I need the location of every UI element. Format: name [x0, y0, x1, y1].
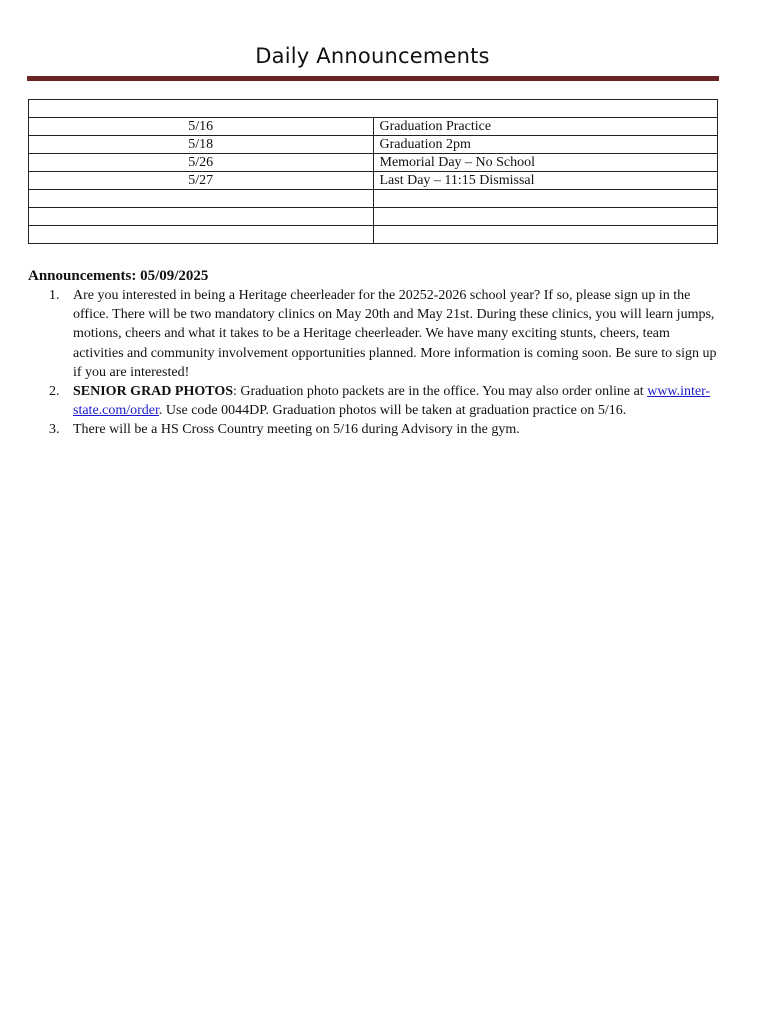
- calendar-event: Graduation Practice: [373, 118, 718, 136]
- calendar-date: [29, 190, 374, 208]
- calendar-row: [29, 154, 718, 172]
- calendar-date: 5/16: [29, 118, 374, 136]
- announcement-number: 2.: [49, 384, 60, 400]
- calendar-date: 5/18: [29, 136, 374, 154]
- calendar-date: 5/27: [29, 172, 374, 190]
- calendar-row: [29, 118, 718, 136]
- calendar-row: [29, 136, 718, 154]
- announcement-item: [28, 286, 720, 382]
- announcements-heading: Announcements: 05/09/2025: [28, 268, 209, 284]
- calendar-header-row: [29, 100, 718, 118]
- announcement-text: . Use code 0044DP. Graduation photos will be taken at graduation practice on 5/16.: [158, 403, 627, 419]
- calendar-event: Memorial Day – No School: [373, 154, 718, 172]
- calendar-row: [29, 172, 718, 190]
- calendar-table: [28, 99, 718, 244]
- announcement-number: 1.: [49, 288, 60, 303]
- announcement-item: [28, 382, 720, 420]
- calendar-event: [373, 190, 718, 208]
- announcement-number: 3.: [49, 422, 60, 438]
- calendar-date: [29, 208, 374, 226]
- announcement-item: [28, 420, 720, 439]
- calendar-event: Last Day – 11:15 Dismissal: [373, 172, 718, 190]
- announcement-text: There will be a HS Cross Country meeting on 5/16 during Advisory in the gym.: [73, 422, 520, 438]
- calendar-header-cell: [29, 100, 718, 118]
- order-photos-link[interactable]: www.inter-state.com/order: [73, 384, 711, 419]
- calendar-event: [373, 208, 718, 226]
- calendar-event: [373, 226, 718, 244]
- calendar-event: Graduation 2pm: [373, 136, 718, 154]
- calendar-date: [29, 226, 374, 244]
- page-title: Daily Announcements: [255, 44, 490, 68]
- calendar-date: 5/26: [29, 154, 374, 172]
- calendar-row: [29, 190, 718, 208]
- title-divider: [27, 76, 719, 81]
- calendar-row: [29, 226, 718, 244]
- calendar-row: [29, 208, 718, 226]
- announcement-text: : Graduation photo packets are in the office. You may also order online at: [233, 384, 648, 400]
- announcement-text: Are you interested in being a Heritage cheerleader for the 20252-2026 school year? If so, please sign up in the office. There will be two mandatory clinics on May 20th and May 21st. During these clinics, you will learn jumps, motions, cheers and what it takes to be a Heritage cheerleader. We have many exciting stunts, cheers, team activities and community involvement opportunities planned. More information is coming soon. Be sure to sign up if you are interested!: [73, 288, 717, 380]
- announcement-bold-lead: SENIOR GRAD PHOTOS: [73, 384, 233, 400]
- announcements-list: [28, 286, 720, 440]
